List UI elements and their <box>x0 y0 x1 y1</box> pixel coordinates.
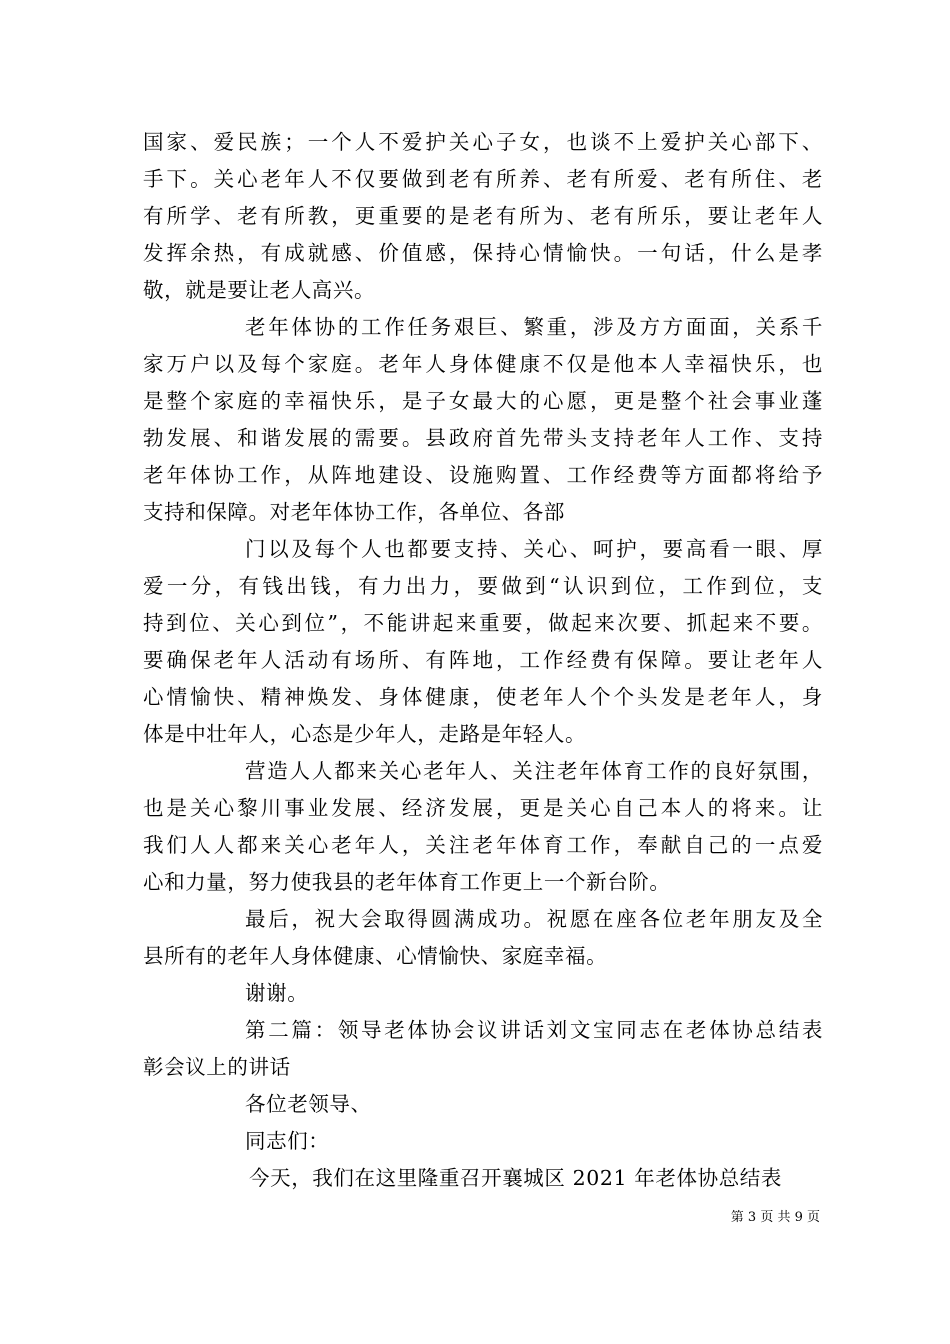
text-line: 勃发展、和谐发展的需要。县政府首先带头支持老年人工作、支持 <box>143 426 823 450</box>
text-line: 有所学、老有所教，更重要的是老有所为、老有所乐，要让老年人 <box>143 204 823 228</box>
text-line: 也是关心黎川事业发展、经济发展，更是关心自己本人的将来。让 <box>143 796 823 820</box>
text-line: 国家、爱民族；一个人不爱护关心子女，也谈不上爱护关心部下、 <box>143 130 823 154</box>
paragraph-start-line: 老年体协的工作任务艰巨、繁重，涉及方方面面，关系千 <box>245 315 823 339</box>
section-heading-line: 第二篇：领导老体协会议讲话刘文宝同志在老体协总结表 <box>245 1018 823 1042</box>
text-line: 我们人人都来关心老年人，关注老年体育工作，奉献自己的一点爱 <box>143 833 823 857</box>
text-line: 支持和保障。对老年体协工作，各单位、各部 <box>143 500 565 524</box>
text-line: 县所有的老年人身体健康、心情愉快、家庭幸福。 <box>143 944 608 968</box>
text-line: 老年体协工作，从阵地建设、设施购置、工作经费等方面都将给予 <box>143 463 823 487</box>
text-line: 持到位、关心到位”，不能讲起来重要，做起来次要、抓起来不要。 <box>143 611 823 635</box>
text-line: 手下。关心老年人不仅要做到老有所养、老有所爱、老有所住、老 <box>143 167 823 191</box>
text-line: 家万户以及每个家庭。老年人身体健康不仅是他本人幸福快乐，也 <box>143 352 823 376</box>
document-body <box>143 124 823 1197</box>
paragraph-start-line: 营造人人都来关心老年人、关注老年体育工作的良好氛围， <box>245 759 823 783</box>
paragraph-start-line: 最后，祝大会取得圆满成功。祝愿在座各位老年朋友及全 <box>245 907 823 931</box>
text-line: 是整个家庭的幸福快乐，是子女最大的心愿，更是整个社会事业蓬 <box>143 389 823 413</box>
text-line: 体是中壮年人，心态是少年人，走路是年轻人。 <box>143 722 587 746</box>
salutation-line: 同志们： <box>245 1129 330 1153</box>
paragraph-start-line: 今天，我们在这里隆重召开襄城区 2021 年老体协总结表 <box>249 1166 783 1190</box>
text-line: 爱一分，有钱出钱，有力出力，要做到“认识到位，工作到位，支 <box>143 574 823 598</box>
salutation-line: 各位老领导、 <box>245 1092 372 1116</box>
text-line: 敬，就是要让老人高兴。 <box>143 278 376 302</box>
text-line: 心情愉快、精神焕发、身体健康，使老年人个个头发是老年人，身 <box>143 685 823 709</box>
text-line: 发挥余热，有成就感、价值感，保持心情愉快。一句话，什么是孝 <box>143 241 823 265</box>
paragraph-start-line: 门以及每个人也都要支持、关心、呵护，要高看一眼、厚 <box>245 537 823 561</box>
text-line: 心和力量，努力使我县的老年体育工作更上一个新台阶。 <box>143 870 671 894</box>
section-heading-line: 彰会议上的讲话 <box>143 1055 291 1079</box>
text-line: 要确保老年人活动有场所、有阵地，工作经费有保障。要让老年人 <box>143 648 823 672</box>
closing-line: 谢谢。 <box>245 981 309 1005</box>
page-number: 第 3 页 共 9 页 <box>730 1210 820 1225</box>
